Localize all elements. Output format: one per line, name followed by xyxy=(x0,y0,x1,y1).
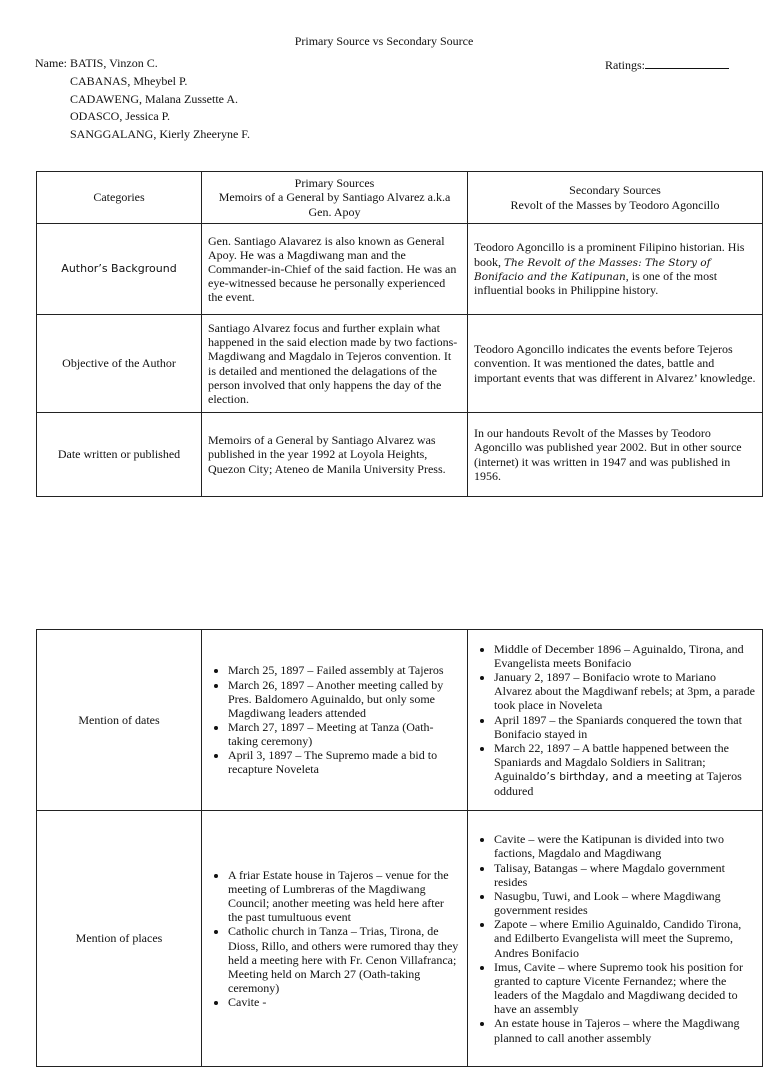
primary-cell: Santiago Alvarez focus and further explain what happened in the said election made by two factions-Magdiwang and Magdalo in Tejeros convention. It is detailed and mentioned the delagations of the person involved that only happens the day of the election. xyxy=(202,315,468,413)
list-item: • March 26, 1897 – Another meeting called by Pres. Baldomero Aguinaldo, but only some Magdiwang leaders attended xyxy=(228,678,461,720)
primary-cell: Gen. Santiago Alavarez is also known as General Apoy. He was a Magdiwang man and the Commander-in-Chief of the said faction. He was an eye-witnessed because he personally experienced the event. xyxy=(202,224,468,315)
primary-sources-title: Primary Sources xyxy=(294,176,375,191)
name-label: Name: xyxy=(35,56,67,70)
secondary-text: Teodoro Agoncillo is a prominent Filipino historian. His book, xyxy=(474,240,745,269)
row-category: Author’s Background xyxy=(37,224,202,315)
secondary-sources-subtitle: Revolt of the Masses by Teodoro Agoncillo xyxy=(510,197,720,212)
table-row xyxy=(37,811,763,1067)
member-name: CADAWENG, Malana Zussette A. xyxy=(70,91,239,106)
secondary-cell xyxy=(468,811,763,1067)
row-category: Mention of places xyxy=(37,811,202,1067)
row-category: Objective of the Author xyxy=(37,315,202,413)
list-item: • Middle of December 1896 – Aguinaldo, Tirona, and Evangelista meets Bonifacio xyxy=(494,642,756,670)
secondary-cell: Teodoro Agoncillo indicates the events before Tejeros convention. It was mentioned the dates, battle and important events that was different in Alvarez’ knowledge. xyxy=(468,315,763,413)
list-item-text: March 22, 1897 – A battle happened between the Spaniards and Magdalo Soldiers in Salitran; Aguinal xyxy=(494,740,729,784)
table-row xyxy=(37,413,763,497)
bullet-list xyxy=(208,663,461,776)
member-name: ODASCO, Jessica P. xyxy=(70,109,171,124)
list-item: • An estate house in Tajeros – where the Magdiwang planned to call another assembly xyxy=(494,1016,756,1044)
header-primary-sources xyxy=(202,172,468,224)
secondary-cell xyxy=(468,224,763,315)
list-item-text: at Tajeros oddured xyxy=(494,769,742,799)
ratings-label: Ratings: xyxy=(605,58,646,72)
comparison-table xyxy=(36,171,763,497)
list-item: • January 2, 1897 – Bonifacio wrote to Mariano Alvarez about the Magdiwanf rebels; at 3pm, a parade took place in Noveleta xyxy=(494,670,756,712)
table-header-row xyxy=(37,172,763,224)
list-item: • March 25, 1897 – Failed assembly at Tajeros xyxy=(228,663,461,677)
secondary-text: , is one of the most influential books in Philippine history. xyxy=(474,269,718,298)
row-category: Mention of dates xyxy=(37,630,202,811)
primary-cell: Memoirs of a General by Santiago Alvarez was published in the year 1992 at Loyola Heights, Quezon City; Ateneo de Manila University Press. xyxy=(202,413,468,497)
list-item: • Imus, Cavite – where Supremo took his position for granted to capture Vicente Fernandez; where the leaders of the Magdalo and Magdiwang decided to have an assembly xyxy=(494,960,756,1017)
primary-sources-subtitle: Memoirs of a General by Santiago Alvarez a.k.a Gen. Apoy xyxy=(218,190,451,219)
book-title-italic: The Revolt of the Masses: The Story of Bonifacio and the Katipunan xyxy=(474,256,711,283)
row-category: Date written or published xyxy=(37,413,202,497)
list-item: • March 27, 1897 – Meeting at Tanza (Oath-taking ceremony) xyxy=(228,720,461,748)
table-row xyxy=(37,224,763,315)
member-name: CABANAS, Mheybel P. xyxy=(70,73,188,88)
list-item-text-sans: do’s birthday, and a meeting xyxy=(532,770,693,784)
list-item: • Cavite – were the Katipunan is divided into two factions, Magdalo and Magdiwang xyxy=(494,832,756,860)
member-name-list xyxy=(70,56,250,145)
secondary-cell xyxy=(468,630,763,811)
member-name: SANGGALANG, Kierly Zheeryne F. xyxy=(70,127,251,142)
primary-cell xyxy=(202,630,468,811)
list-item: • Zapote – where Emilio Aguinaldo, Candido Tirona, and Edilberto Evangelista will meet the Supremo, Andres Bonifacio xyxy=(494,917,756,959)
list-item: • Nasugbu, Tuwi, and Look – where Magdiwang government resides xyxy=(494,889,756,917)
list-item xyxy=(494,741,756,798)
primary-cell xyxy=(202,811,468,1067)
member-name: BATIS, Vinzon C. xyxy=(70,56,158,70)
list-item: • A friar Estate house in Tajeros – venue for the meeting of Lumbreras of the Magdiwang Council; another meeting was held here after the past tumultuous event xyxy=(228,868,461,925)
list-item: • Cavite - xyxy=(228,995,461,1009)
list-item: • Catholic church in Tanza – Trias, Tirona, de Dioss, Rillo, and others were rumored thay they held a meeting here with Fr. Cenon Villafranca; Meeting held on March 27 (Oath-taking ceremony) xyxy=(228,924,461,995)
table-row xyxy=(37,630,763,811)
ratings-field xyxy=(605,56,729,72)
secondary-sources-title: Secondary Sources xyxy=(569,183,661,198)
list-item: • Talisay, Batangas – where Magdalo government resides xyxy=(494,861,756,889)
bullet-list xyxy=(474,832,756,1044)
bullet-list xyxy=(208,868,461,1010)
list-item: • April 1897 – the Spaniards conquered the town that Bonifacio stayed in xyxy=(494,713,756,741)
header-secondary-sources xyxy=(468,172,763,224)
list-item: • April 3, 1897 – The Supremo made a bid to recapture Noveleta xyxy=(228,748,461,776)
table-row xyxy=(37,315,763,413)
ratings-blank-line xyxy=(645,56,729,69)
header-categories: Categories xyxy=(37,172,202,224)
secondary-cell: In our handouts Revolt of the Masses by Teodoro Agoncillo was published year 2002. But in other source (internet) it was written in 1947 and was published in 1956. xyxy=(468,413,763,497)
document-title: Primary Source vs Secondary Source xyxy=(294,34,474,48)
comparison-table-continued xyxy=(36,629,763,1067)
bullet-list xyxy=(474,642,756,799)
